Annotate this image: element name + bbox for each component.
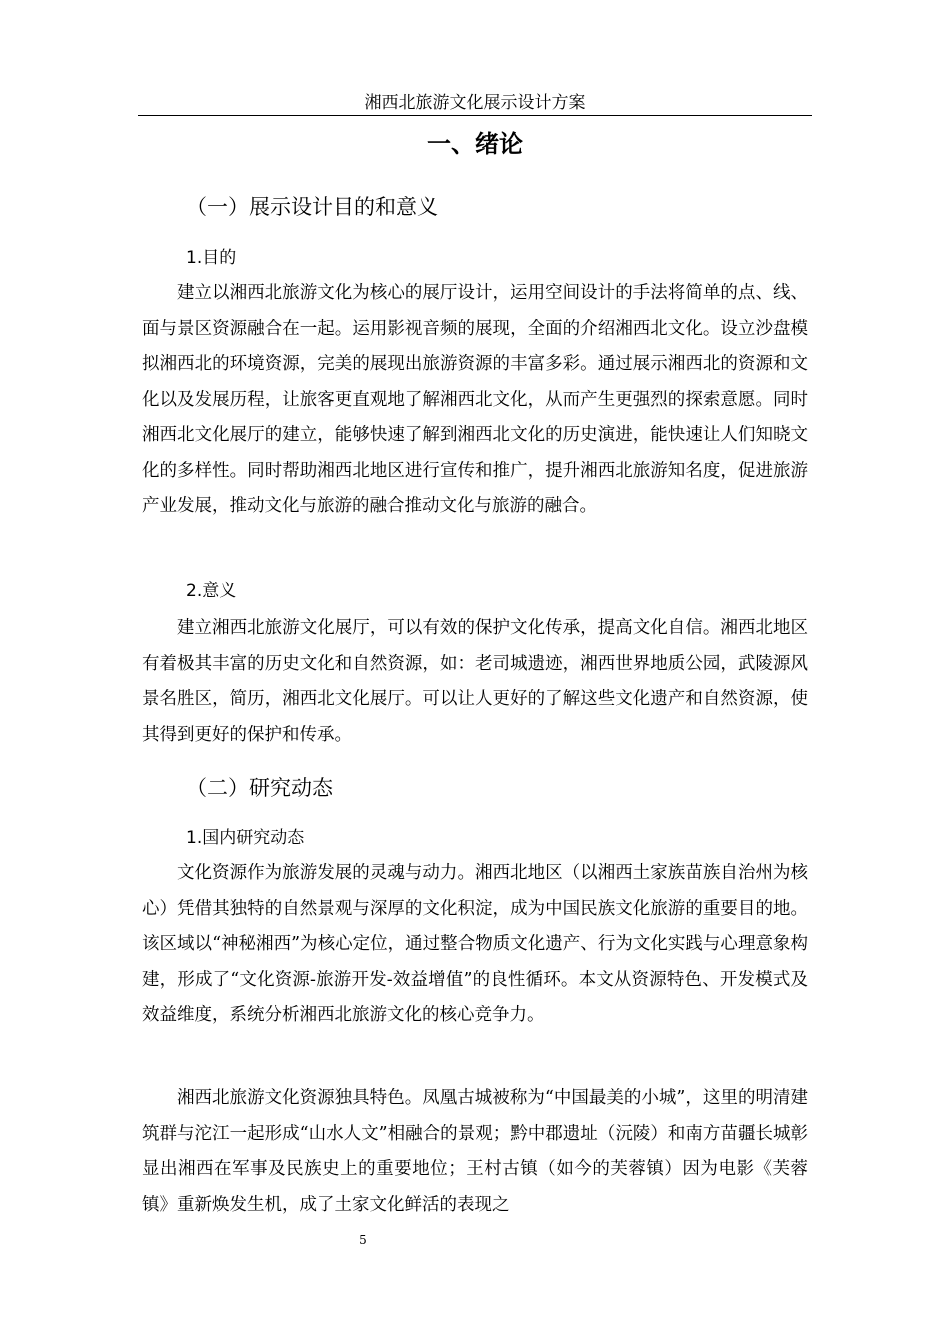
subsection-title-significance: 2.意义 xyxy=(186,581,237,601)
chapter-title: 一、绪论 xyxy=(427,130,523,158)
subsection-title-goal: 1.目的 xyxy=(186,248,237,268)
paragraph-domestic-research-2: 湘西北旅游文化资源独具特色。凤凰古城被称为“中国最美的小城”，这里的明清建筑群与沱江一起形成“山水人文”相融合的景观；黔中郡遗址（沅陵）和南方苗疆长城彰显出湘西在军事及民族史上的重要地位；王村古镇（如今的芙蓉镇）因为电影《芙蓉镇》重新焕发生机，成了土家文化鲜活的表现之 xyxy=(142,1088,808,1215)
page-number: 5 xyxy=(359,1233,367,1247)
paragraph-significance: 建立湘西北旅游文化展厅，可以有效的保护文化传承，提高文化自信。湘西北地区有着极其丰富的历史文化和自然资源，如：老司城遗迹，湘西世界地质公园，武陵源风景名胜区，简历，湘西北文化展厅。可以让人更好的了解这些文化遗产和自然资源，使其得到更好的保护和传承。 xyxy=(142,618,808,745)
section-title-purpose: （一）展示设计目的和意义 xyxy=(186,195,438,219)
paragraph-goal: 建立以湘西北旅游文化为核心的展厅设计，运用空间设计的手法将简单的点、线、面与景区资源融合在一起。运用影视音频的展现，全面的介绍湘西北文化。设立沙盘模拟湘西北的环境资源，完美的展现出旅游资源的丰富多彩。通过展示湘西北的资源和文化以及发展历程，让旅客更直观地了解湘西北文化，从而产生更强烈的探索意愿。同时湘西北文化展厅的建立，能够快速了解到湘西北文化的历史演进，能快速让人们知晓文化的多样性。同时帮助湘西北地区进行宣传和推广，提升湘西北旅游知名度，促进旅游产业发展，推动文化与旅游的融合推动文化与旅游的融合。 xyxy=(142,283,808,516)
section-title-research: （二）研究动态 xyxy=(186,776,333,800)
paragraph-domestic-research-1: 文化资源作为旅游发展的灵魂与动力。湘西北地区（以湘西土家族苗族自治州为核心）凭借其独特的自然景观与深厚的文化积淀，成为中国民族文化旅游的重要目的地。该区域以“神秘湘西”为核心定位，通过整合物质文化遗产、行为文化实践与心理意象构建，形成了“文化资源-旅游开发-效益增值”的良性循环。本文从资源特色、开发模式及效益维度，系统分析湘西北旅游文化的核心竞争力。 xyxy=(142,863,808,1025)
subsection-title-domestic-research: 1.国内研究动态 xyxy=(186,828,305,848)
header-divider xyxy=(138,115,812,116)
page-header-title: 湘西北旅游文化展示设计方案 xyxy=(364,93,586,113)
